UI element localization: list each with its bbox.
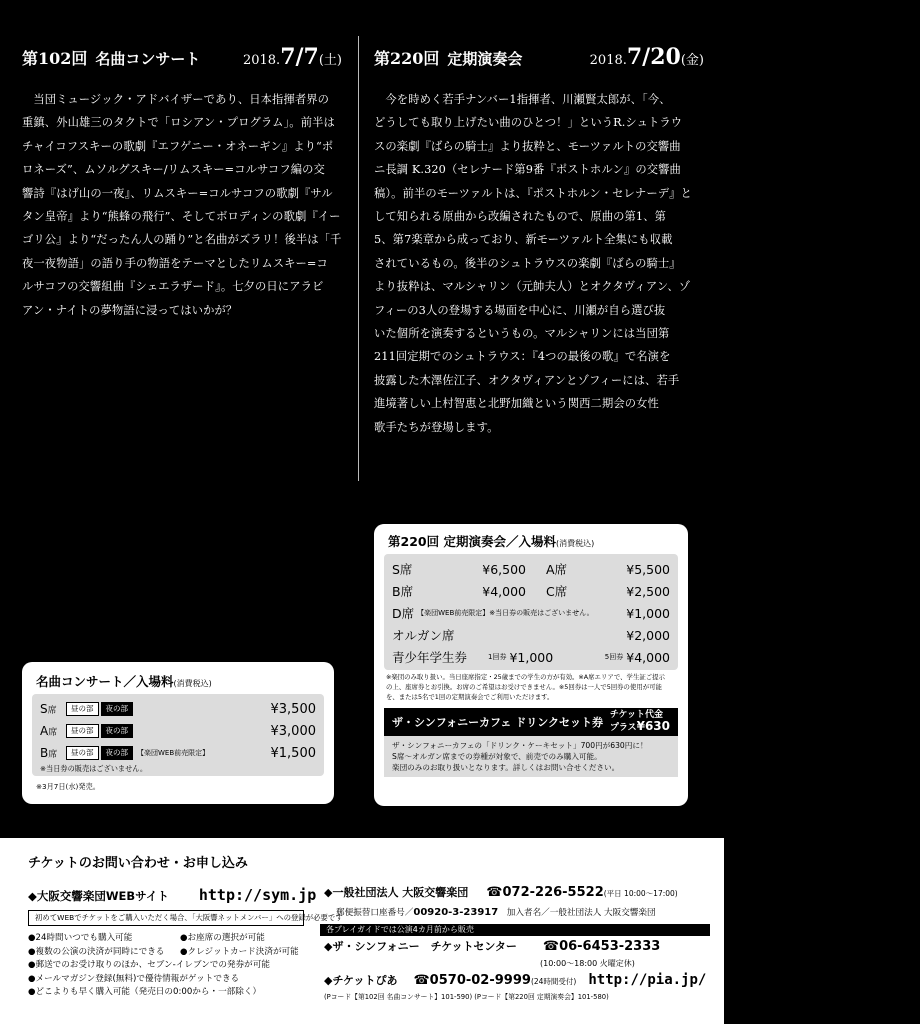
symphony-phone[interactable]: ☎06-6453-2333 xyxy=(542,938,661,954)
web-registration-note: 初めてWEBでチケットをご購入いただく場合、「大阪響ネットメンバー」への登録が必要です xyxy=(28,910,304,926)
left-price-table xyxy=(32,694,324,776)
text-line: 響詩『はげ山の一夜』、リムスキー=コルサコフの歌劇『サル xyxy=(22,186,333,200)
web-benefits-list xyxy=(28,932,318,1000)
right-concert-number: 第220回 xyxy=(374,49,440,68)
text-line: 進境著しい上村智恵と北野加織という関西二期会の女性 xyxy=(374,397,659,411)
ticket-info-footer xyxy=(0,838,724,1024)
text-line: 披露した木澤佐江子、オクタヴィアンとゾフィーには、若手 xyxy=(374,373,680,387)
price-note: 【楽団WEB前売限定】※当日券の販売はございません。 xyxy=(417,609,594,617)
day-session-badge: 昼の部 xyxy=(66,746,99,760)
list-item: ●メールマガジン登録(無料)で優待情報がゲットできる xyxy=(28,973,240,984)
text-line: スの楽劇『ばらの騎士』より抜粋と、モーツァルトの交響曲 xyxy=(374,139,681,153)
text-line: アン・ナイトの夢物語に浸ってはいかが？ xyxy=(22,303,238,317)
price-row: 青少年学生券 1回券 ¥1,000 5回券 ¥4,000 xyxy=(392,649,670,665)
price-row: A席 昼の部 夜の部 ¥3,000 xyxy=(40,723,316,739)
price-footnote: ※当日券の販売はございません。 xyxy=(40,764,148,773)
text-line: して知られる原曲から改編されたもので、原曲の第1、第 xyxy=(374,210,666,224)
list-item: ●どこよりも早く購入可能（発売日の0:00から・一部除く） xyxy=(28,987,262,998)
pia-phone[interactable]: ☎0570-02-9999(24時間受付) xyxy=(413,972,577,988)
text-line: フィーの3人の登場する場面を中心に、川瀬が自ら選び抜 xyxy=(374,303,666,317)
left-concert-date: 2018.7/7(土) xyxy=(242,44,342,70)
text-line: 5、第7楽章から成っており、新モーツァルト全集にも収載 xyxy=(374,233,673,247)
left-concert-description xyxy=(22,88,348,322)
price-row: B席 昼の部 夜の部 【楽団WEB前売限定】 ¥1,500 xyxy=(40,745,316,761)
price-row: B席 ¥4,000 C席 ¥2,500 xyxy=(392,583,670,599)
text-line: されているもの。後半のシュトラウスの楽劇『ばらの騎士』 xyxy=(374,256,681,270)
list-item: ●郵送でのお受け取りのほか、セブン-イレブンでの発券が可能 xyxy=(28,960,270,971)
text-line: 稿）。前半のモーツァルトは、『ポストホルン・セレナーデ』と xyxy=(374,186,692,200)
ticket-pia-contact: ◆チケットぴあ ☎0570-02-9999(24時間受付) http://pia.jp/ xyxy=(324,972,707,988)
text-line: 211回定期でのシュトラウス：『4つの最後の歌』で名演を xyxy=(374,350,671,364)
right-concert-date: 2018.7/20(金) xyxy=(589,44,704,70)
night-session-badge: 夜の部 xyxy=(101,702,134,716)
price-value: ¥1,500 xyxy=(270,745,316,761)
list-item: ●複数の公演の決済が同時にできる ●クレジットカード決済が可能 xyxy=(28,946,299,957)
text-line: ニ長調 K.320（セレナード第9番『ポストホルン』の交響曲 xyxy=(374,163,681,177)
price-note: 【楽団WEB前売限定】 xyxy=(137,749,210,757)
price-row: D席 【楽団WEB前売限定】※当日券の販売はございません。 ¥1,000 xyxy=(392,605,670,621)
web-site-line: ◆大阪交響楽団WEBサイト http://sym.jp xyxy=(28,886,317,904)
left-concert-header xyxy=(22,44,342,74)
right-price-table xyxy=(384,554,678,670)
sale-date-note: ※3月7日(水)発売。 xyxy=(36,782,100,791)
right-concert-header xyxy=(374,44,704,74)
web-site-link[interactable]: http://sym.jp xyxy=(198,886,317,904)
column-divider xyxy=(358,36,359,481)
left-concert-number: 第102回 xyxy=(22,49,88,68)
price-row: オルガン席 ¥2,000 xyxy=(392,627,670,643)
right-price-title: 第220回 定期演奏会／入場料(消費税込) xyxy=(388,534,595,549)
text-line: ルサコフの交響組曲『シェエラザード』。七夕の日にアラビ xyxy=(22,280,324,294)
left-price-title: 名曲コンサート／入場料(消費税込) xyxy=(36,674,212,689)
price-value: ¥3,000 xyxy=(270,723,316,739)
text-line: 今を時めく若手ナンバー1指揮者、川瀬賢太郎が、「今、 xyxy=(374,93,671,106)
postal-transfer-info: 郵便振替口座番号／00920-3-23917 加入者名／一般社団法人 大阪交響楽団 xyxy=(336,907,656,918)
text-line: タン皇帝』より“熊蜂の飛行”、そしてボロディンの歌劇『イー xyxy=(22,210,341,224)
right-concert-description xyxy=(374,88,706,439)
day-session-badge: 昼の部 xyxy=(66,702,99,716)
symphony-hours: (10:00〜18:00 火曜定休) xyxy=(540,959,635,968)
p-code-info: (Pコード【第102回 名曲コンサート】101-590) (Pコード【第220回 定期演奏会】101-580) xyxy=(324,993,609,1001)
left-price-card xyxy=(22,662,334,804)
text-line: どうしても取り上げたい曲のひとつ！」というR.シュトラウ xyxy=(374,116,683,130)
cafe-description: ザ・シンフォニーカフェの「ドリンク・ケーキセット」700円が630円に！ S席〜オルガン席までの券種が対象で、前売でのみ購入可能。 楽団のみのお取り扱いとなります。詳しくはお問い合せください。 xyxy=(384,736,678,777)
price-row: S席 ¥6,500 A席 ¥5,500 xyxy=(392,561,670,577)
text-line: 当団ミュージック・アドバイザーであり、日本指揮者界の xyxy=(22,93,330,106)
right-price-card xyxy=(374,524,688,806)
text-line: ロネーズ”、ムソルグスキー/リムスキー=コルサコフ編の交 xyxy=(22,163,325,177)
text-line: より抜粋は、マルシャリン（元帥夫人）とオクタヴィアン、ゾ xyxy=(374,280,691,294)
text-line: ゴリ公』より“だったん人の踊り”と名曲がズラリ！後半は「千 xyxy=(22,233,342,247)
day-session-badge: 昼の部 xyxy=(66,724,99,738)
night-session-badge: 夜の部 xyxy=(101,724,134,738)
footer-title: チケットのお問い合わせ・お申し込み xyxy=(28,856,248,871)
text-line: いた個所を演奏するというもの。マルシャリンには当団第 xyxy=(374,327,670,341)
cafe-price: チケット代金 プラス¥630 xyxy=(609,710,670,733)
text-line: 夜一夜物語」の語り手の物語をテーマとしたリムスキー=コ xyxy=(22,256,328,270)
right-concert-title: 定期演奏会 xyxy=(447,50,523,68)
text-line: 重鎮、外山雄三のタクトで「ロシアン・プログラム」。前半は xyxy=(22,116,335,130)
cafe-title: ザ・シンフォニーカフェ ドリンクセット券 xyxy=(392,716,604,729)
night-session-badge: 夜の部 xyxy=(101,746,134,760)
cafe-drink-set-box xyxy=(384,708,678,777)
text-line: チャイコフスキーの歌劇『エフゲニー・オネーギン』より“ポ xyxy=(22,139,334,153)
playguide-sales-band: 各プレイガイドでは公演4カ月前から販売 xyxy=(320,924,710,936)
price-value: ¥3,500 xyxy=(270,701,316,717)
pia-link[interactable]: http://pia.jp/ xyxy=(588,972,707,988)
text-line: 歌手たちが登場します。 xyxy=(374,420,499,434)
orchestra-contact: ◆一般社団法人 大阪交響楽団 ☎072-226-5522(平日 10:00〜17:00) xyxy=(324,884,678,900)
symphony-ticket-center: ◆ザ・シンフォニー チケットセンター ☎06-6453-2333 xyxy=(324,938,661,954)
price-row: S席 昼の部 夜の部 ¥3,500 xyxy=(40,701,316,717)
youth-ticket-notes: ※楽団のみ取り扱い。当日座席指定・25歳までの学生の方が有効。※A席エリアで、学生証ご提示 の上、座席券とお引換。お席のご希望はお受けできません。※5回券は一人で5回券の使用が可能 を、または5名で1回の定期演奏会でご利用いただけます。 xyxy=(386,673,665,701)
left-concert-title: 名曲コンサート xyxy=(95,50,201,68)
list-item: ●24時間いつでも購入可能 ●お座席の選択が可能 xyxy=(28,933,265,943)
orchestra-phone[interactable]: ☎072-226-5522(平日 10:00〜17:00) xyxy=(486,884,678,900)
